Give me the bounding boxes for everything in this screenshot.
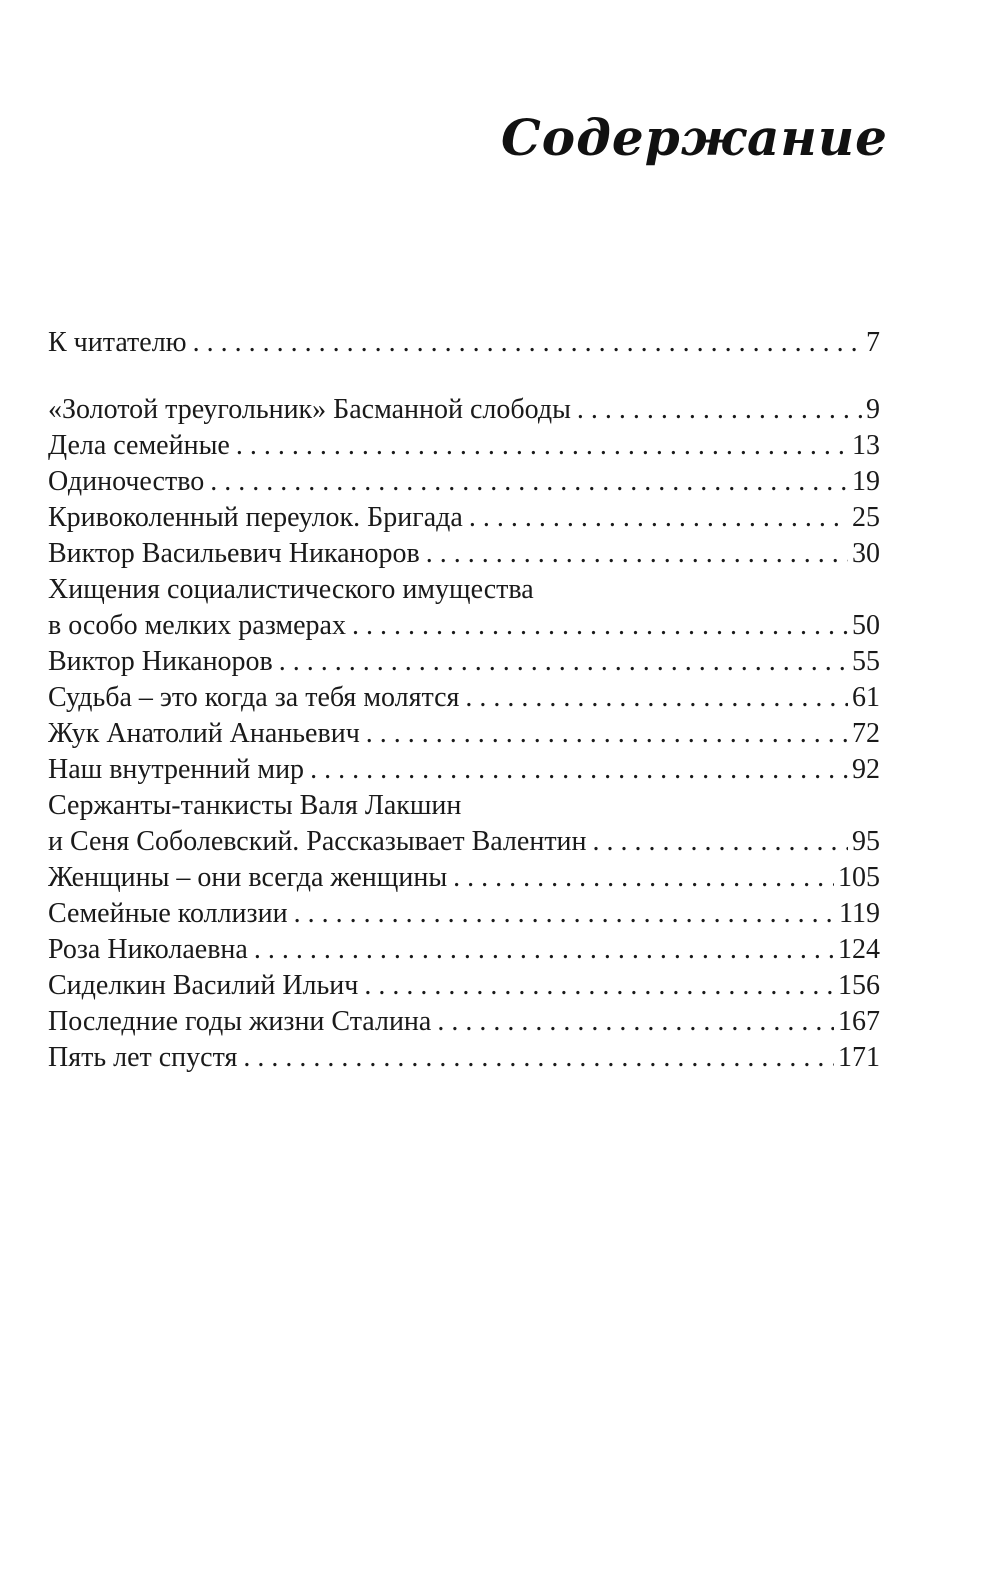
toc-entry-page-number: 61 [852,682,880,713]
toc-entry[interactable] [48,500,880,536]
toc-entry-last-line [48,428,880,464]
toc-entry-page-number: 19 [852,466,880,497]
dot-leader [210,464,848,500]
toc-entry-last-line [48,500,880,536]
toc-entry-page-number: 171 [838,1042,880,1073]
toc-entry[interactable] [48,644,880,680]
toc-entry-title: Пять лет спустя [48,1042,238,1073]
toc-entry-page-number: 92 [852,754,880,785]
toc-entry[interactable] [48,932,880,968]
toc-entry[interactable] [48,572,880,644]
toc-entry-title: Семейные коллизии [48,898,288,929]
toc-entry[interactable] [48,428,880,464]
toc-entry[interactable] [48,896,880,932]
toc-entry-title: «Золотой треугольник» Басманной слободы [48,394,571,425]
toc-entry-last-line [48,968,880,1004]
toc-entry[interactable] [48,1004,880,1040]
toc-entry-last-line [48,680,880,716]
toc-entry-page-number: 95 [852,826,880,857]
toc-entry-title-line: Хищения социалистического имущества [48,574,534,605]
toc-entry[interactable] [48,680,880,716]
toc-entry-last-line [48,1040,880,1076]
toc-entry-page-number: 72 [852,718,880,749]
toc-entry-last-line [48,392,880,428]
toc-entry-last-line [48,644,880,680]
toc-entry-last-line [48,536,880,572]
toc-entry[interactable] [48,716,880,752]
dot-leader [577,392,862,428]
toc-entry-page-number: 105 [838,862,880,893]
toc-entry-last-line [48,824,880,860]
toc-entry-last-line [48,860,880,896]
dot-leader [593,824,848,860]
dot-leader [352,608,848,644]
dot-leader [426,536,848,572]
toc-entry[interactable] [48,325,880,361]
dot-leader [364,968,834,1004]
toc-entry-title: Кривоколенный переулок. Бригада [48,502,463,533]
toc-entry-page-number: 119 [839,898,880,929]
dot-leader [469,500,848,536]
toc-entry[interactable] [48,860,880,896]
dot-leader [294,896,835,932]
toc-entry[interactable] [48,968,880,1004]
dot-leader [366,716,848,752]
toc-entry-page-number: 55 [852,646,880,677]
toc-entry-title-line: Сержанты-танкисты Валя Лакшин [48,790,462,821]
toc-entry[interactable] [48,536,880,572]
dot-leader [279,644,848,680]
dot-leader [243,1040,834,1076]
toc-entry-title: Дела семейные [48,430,230,461]
toc-entry-page-number: 7 [866,327,880,358]
toc-entry-page-number: 50 [852,610,880,641]
table-of-contents [48,325,880,1076]
toc-entry-last-line [48,716,880,752]
toc-entry-last-line [48,896,880,932]
toc-entry-last-line [48,608,880,644]
dot-leader [193,325,862,361]
toc-entry-title: Женщины – они всегда женщины [48,862,448,893]
toc-entry-title: К читателю [48,327,187,358]
toc-entry-title: и Сеня Соболевский. Рассказывает Валентин [48,826,587,857]
toc-entry[interactable] [48,752,880,788]
toc-entry-page-number: 25 [852,502,880,533]
dot-leader [453,860,834,896]
toc-entry-title: в особо мелких размерах [48,610,346,641]
toc-entry-title: Судьба – это когда за тебя молятся [48,682,460,713]
toc-entry-last-line [48,464,880,500]
toc-entry-page-number: 30 [852,538,880,569]
toc-entry[interactable] [48,788,880,860]
dot-leader [236,428,848,464]
dot-leader [254,932,834,968]
toc-entry-title: Жук Анатолий Ананьевич [48,718,360,749]
toc-entry-page-number: 13 [852,430,880,461]
toc-entry-page-number: 156 [838,970,880,1001]
page-title: Содержание [501,108,888,167]
toc-entry-last-line [48,325,880,361]
toc-entry-page-number: 124 [838,934,880,965]
toc-entry-title: Виктор Васильевич Никаноров [48,538,420,569]
toc-entry-last-line [48,932,880,968]
toc-entry-title: Сиделкин Василий Ильич [48,970,359,1001]
toc-entry-last-line [48,1004,880,1040]
toc-entry-title: Роза Николаевна [48,934,248,965]
toc-entry-title: Наш внутренний мир [48,754,305,785]
toc-entry-page-number: 167 [838,1006,880,1037]
dot-leader [465,680,848,716]
toc-entry-title: Виктор Никаноров [48,646,273,677]
dot-leader [437,1004,834,1040]
toc-entry[interactable] [48,464,880,500]
toc-entry[interactable] [48,1040,880,1076]
toc-entry-page-number: 9 [866,394,880,425]
toc-entry[interactable] [48,392,880,428]
toc-entry-title: Последние годы жизни Сталина [48,1006,432,1037]
toc-entry-title: Одиночество [48,466,205,497]
dot-leader [310,752,848,788]
toc-entry-last-line [48,752,880,788]
